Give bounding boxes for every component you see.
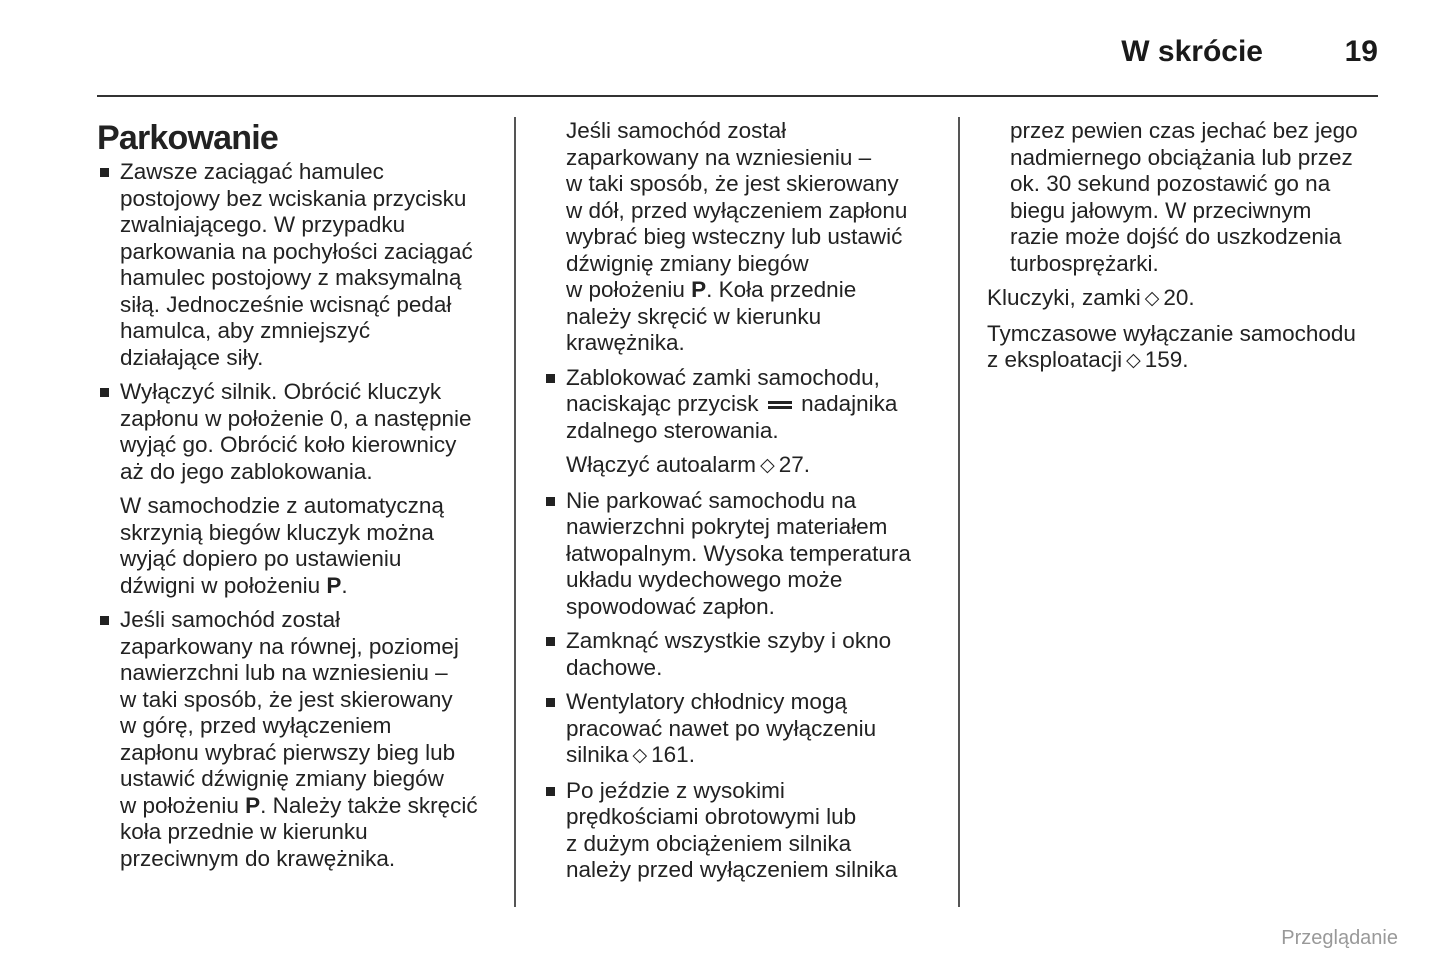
page-reference: 27. [778, 452, 810, 477]
decommission-reference: Tymczasowe wyłączanie samochodu z eksploatacji ◇ 159. [987, 321, 1392, 375]
column-3 [987, 118, 1392, 383]
lock-key-icon [768, 401, 792, 409]
sub-paragraph: W samochodzie z automatyczną skrzynią biegów kluczyk można wyjąć dopiero po ustawieniu dźwigni w położeniu P. [120, 493, 444, 598]
bullet-icon [100, 388, 109, 397]
sub-paragraph: Włączyć autoalarm ◇ 27. [543, 452, 948, 480]
list-item: Wentylatory chłodnicy mogą pracować nawet po wyłączeniu silnika ◇ 161. [543, 689, 948, 770]
bullet-icon [546, 374, 555, 383]
page-reference: 20. [1163, 285, 1195, 310]
list-item: Zawsze zaciągać hamulec postojowy bez wciskania przycisku zwalniającego. W przypadku parkowania na pochyłości zaciągać hamulec postojowy z maksymalną siłą. Jednocześnie wcisnąć pedał hamulca, aby zmniejszyć działające siły. [97, 159, 502, 371]
reference-arrow-icon: ◇ [1126, 350, 1141, 371]
bullet-icon [546, 637, 555, 646]
bullet-icon [100, 168, 109, 177]
page-reference: 161. [651, 742, 695, 767]
reference-arrow-icon: ◇ [632, 745, 648, 766]
bullet-icon [546, 497, 555, 506]
footer-watermark: Przeglądanie [1281, 927, 1398, 949]
continued-paragraph: Jeśli samochód został zaparkowany na wzniesieniu – w taki sposób, że jest skierowany w dół, przed wyłączeniem zapłonu wybrać bieg wsteczny lub ustawić dźwignię zmiany biegów w położeniu P. Koła przednie należy skręcić w kierunku krawężnika. [566, 118, 908, 355]
reference-arrow-icon: ◇ [1144, 288, 1160, 309]
list-item: Zablokować zamki samochodu, naciskając przycisk nadajnika zdalnego sterowania. [543, 365, 948, 445]
bullet-icon [100, 616, 109, 625]
page-number: 19 [1344, 35, 1378, 68]
list-item: Zamknąć wszystkie szyby i okno dachowe. [543, 628, 948, 681]
section-heading: Parkowanie [97, 119, 278, 157]
header-rule [97, 95, 1378, 97]
column-divider-1 [514, 117, 516, 907]
section-title: W skrócie [1121, 35, 1263, 68]
list-item: Nie parkować samochodu na nawierzchni pokrytej materiałem łatwopalnym. Wysoka temperatura układu wydechowego może spowodować zapłon. [543, 488, 948, 621]
bullet-icon [546, 698, 555, 707]
list-item: Jeśli samochód został zaparkowany na równej, poziomej nawierzchni lub na wzniesieniu – w taki sposób, że jest skierowany w górę, przed wyłączeniem zapłonu wybrać pierwszy bieg lub ustawić dźwignię zmiany biegów w położeniu P. Należy także skręcić koła przednie w kierunku przeciwnym do krawężnika. [97, 607, 502, 872]
page-reference: 159. [1144, 347, 1189, 372]
bullet-icon [546, 787, 555, 796]
list-item: Po jeździe z wysokimi prędkościami obrotowymi lub z dużym obciążeniem silnika należy przed wyłączeniem silnika [543, 778, 948, 884]
column-2 [543, 118, 948, 892]
keys-reference: Kluczyki, zamki ◇ 20. [987, 285, 1392, 313]
list-item: Wyłączyć silnik. Obrócić kluczyk zapłonu w położenie 0, a następnie wyjąć go. Obrócić koło kierownicy aż do jego zablokowania. [97, 379, 502, 485]
continued-paragraph: przez pewien czas jechać bez jego nadmiernego obciążania lub przez ok. 30 sekund pozostawić go na biegu jałowym. W przeciwnym razie może dojść do uszkodzenia turbosprężarki. [1010, 118, 1358, 276]
reference-arrow-icon: ◇ [760, 455, 775, 476]
column-1 [97, 118, 502, 880]
column-divider-2 [958, 117, 960, 907]
